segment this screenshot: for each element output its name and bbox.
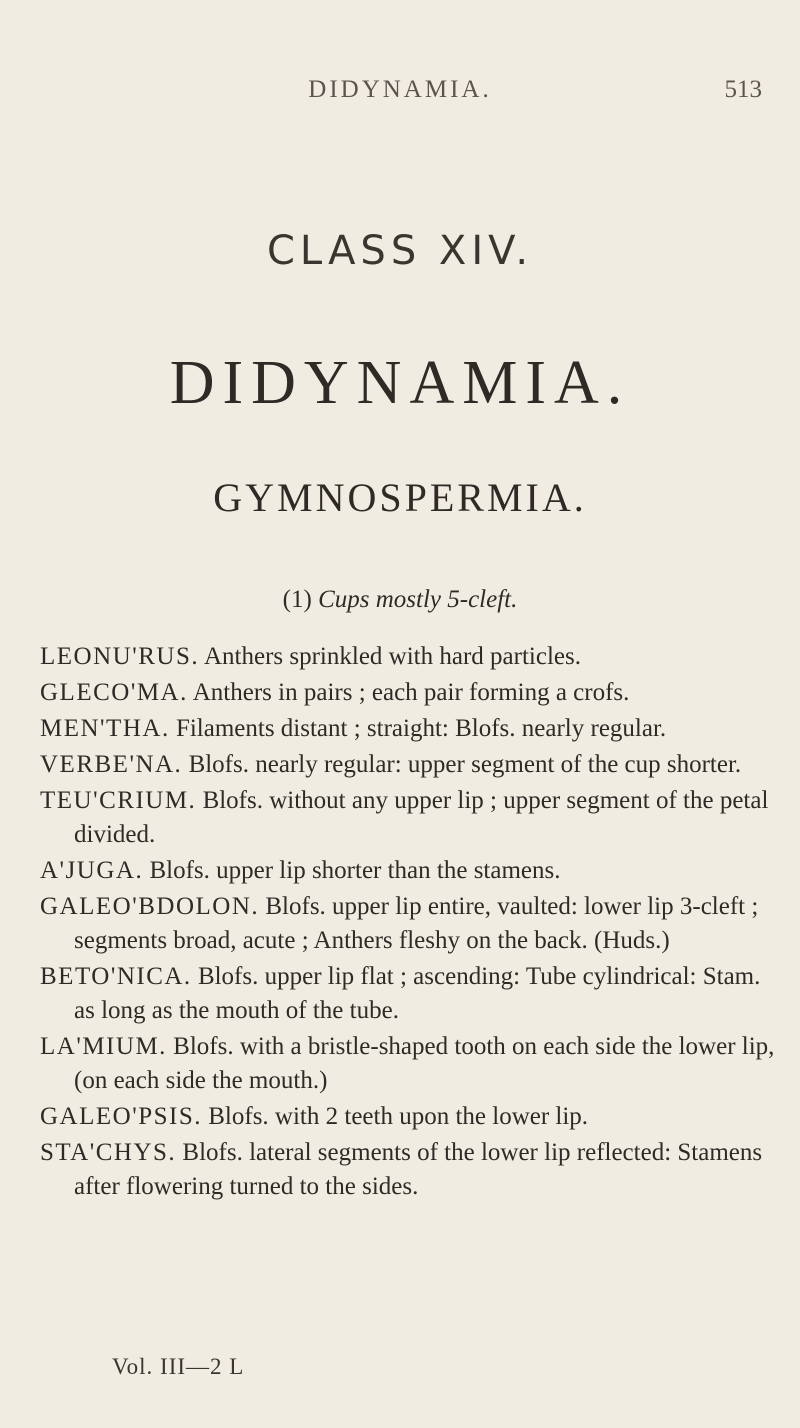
genus-entry xyxy=(40,1136,775,1204)
genus-entry xyxy=(40,1100,775,1134)
genus-name: VERBE'NA. xyxy=(40,751,183,778)
genus-description: Blofs. nearly regular: upper segment of the cup shorter. xyxy=(188,751,742,778)
genus-description: Filaments distant ; straight: Blofs. nearly regular. xyxy=(175,715,667,742)
genus-name: GALEO'BDOLON. xyxy=(40,893,260,920)
genus-description: Anthers in pairs ; each pair forming a crofs. xyxy=(192,679,630,706)
genus-entry xyxy=(40,784,775,852)
genus-name: LEONU'RUS. xyxy=(40,643,200,670)
genus-description: Blofs. lateral segments of the lower lip reflected: Stamens after flowering turned to the sides. xyxy=(74,1139,763,1200)
genus-entry xyxy=(40,854,775,888)
genus-description: Blofs. with a bristle-shaped tooth on each side the lower lip, (on each side the mouth.) xyxy=(74,1033,775,1094)
section-text: Cups mostly 5-cleft. xyxy=(318,586,518,613)
genus-entry xyxy=(40,748,775,782)
section-title xyxy=(0,586,800,614)
section-number: (1) xyxy=(282,586,312,613)
genera-list xyxy=(40,640,775,1206)
genus-description: Blofs. upper lip flat ; ascending: Tube cylindrical: Stam. as long as the mouth of the tube. xyxy=(74,963,761,1024)
genus-name: TEU'CRIUM. xyxy=(40,787,197,814)
genus-name: GLECO'MA. xyxy=(40,679,188,706)
genus-name: LA'MIUM. xyxy=(40,1033,167,1060)
genus-description: Blofs. upper lip entire, vaulted: lower lip 3-cleft ; segments broad, acute ; Anthers fleshy on the back. (Huds.) xyxy=(74,893,759,954)
running-head: DIDYNAMIA. xyxy=(308,76,492,103)
genus-entry xyxy=(40,712,775,746)
genus-description: Blofs. without any upper lip ; upper segment of the petal divided. xyxy=(74,787,769,848)
genus-entry xyxy=(40,890,775,958)
genus-entry xyxy=(40,676,775,710)
genus-name: GALEO'PSIS. xyxy=(40,1103,202,1130)
genus-entry xyxy=(40,1030,775,1098)
genus-name: A'JUGA. xyxy=(40,857,144,884)
genus-name: BETO'NICA. xyxy=(40,963,192,990)
order-name: GYMNOSPERMIA. xyxy=(213,475,587,520)
genus-name: STA'CHYS. xyxy=(40,1139,177,1166)
genus-description: Anthers sprinkled with hard particles. xyxy=(203,643,581,670)
genus-entry xyxy=(40,960,775,1028)
genus-name: MEN'THA. xyxy=(40,715,170,742)
genus-entry xyxy=(40,640,775,674)
class-title: CLASS XIV. xyxy=(266,228,534,274)
page-number: 513 xyxy=(724,76,762,103)
genus-description: Blofs. upper lip shorter than the stamens. xyxy=(149,857,561,884)
footer-signature: Vol. III—2 L xyxy=(112,1354,245,1379)
genus-description: Blofs. with 2 teeth upon the lower lip. xyxy=(208,1103,589,1130)
class-name: DIDYNAMIA. xyxy=(169,349,631,417)
